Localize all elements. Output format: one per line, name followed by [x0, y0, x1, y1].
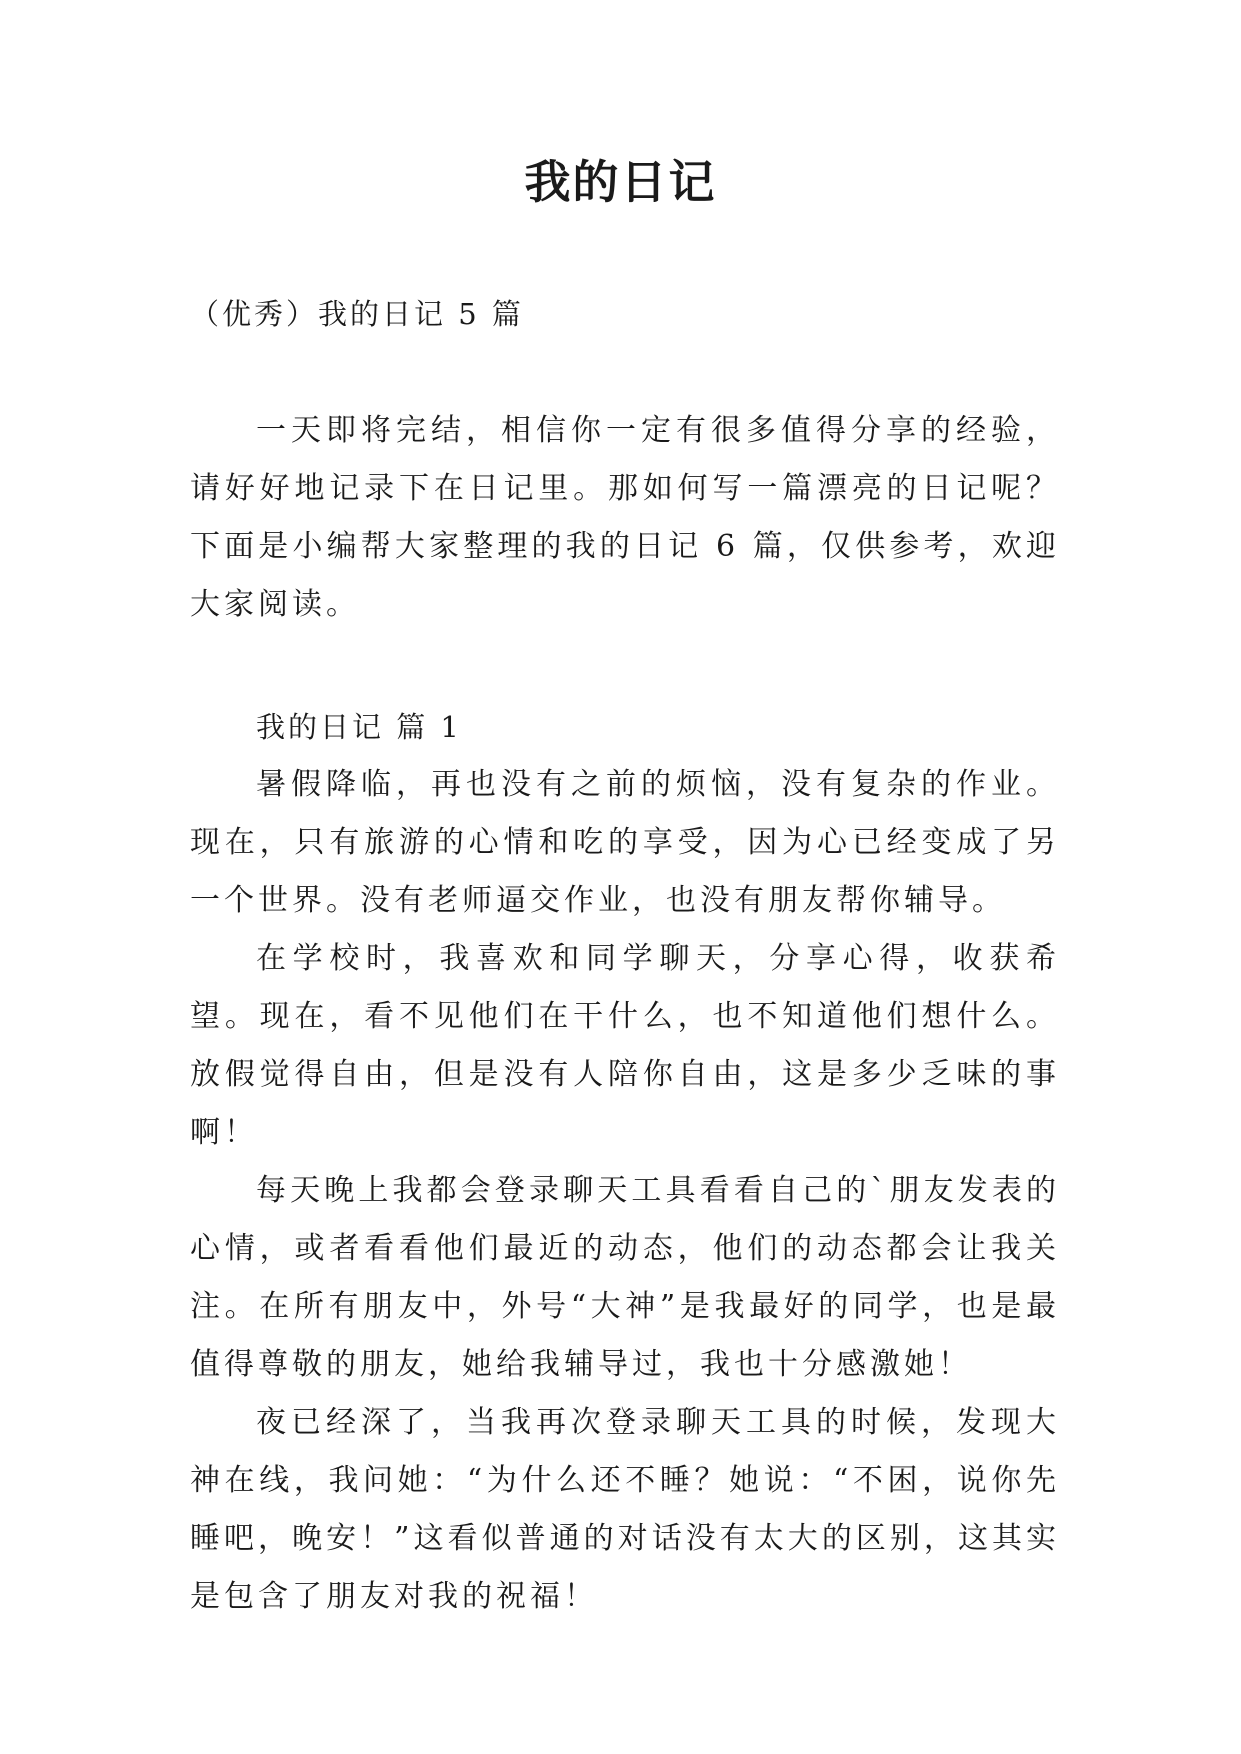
- document-subtitle: （优秀）我的日记 5 篇: [190, 297, 524, 331]
- diary-paragraph-1: 暑假降临，再也没有之前的烦恼，没有复杂的作业。现在，只有旅游的心情和吃的享受，因为心已经变成了另一个世界。没有老师逼交作业，也没有朋友帮你辅导。: [190, 767, 1060, 918]
- diary-paragraph-2: 在学校时，我喜欢和同学聊天，分享心得，收获希望。现在，看不见他们在干什么，也不知道他们想什么。放假觉得自由，但是没有人陪你自由，这是多少乏味的事啊！: [190, 941, 1060, 1150]
- section-heading: 我的日记 篇 1: [256, 710, 462, 744]
- diary-section-1: [190, 698, 1060, 1626]
- intro-block: [190, 402, 1060, 634]
- intro-paragraph: 一天即将完结，相信你一定有很多值得分享的经验，请好好地记录下在日记里。那如何写一篇漂亮的日记呢？下面是小编帮大家整理的我的日记 6 篇，仅供参考，欢迎大家阅读。: [190, 413, 1060, 622]
- diary-paragraph-3: 每天晚上我都会登录聊天工具看看自己的`朋友发表的心情，或者看看他们最近的动态，他们的动态都会让我关注。在所有朋友中，外号“大神”是我最好的同学，也是最值得尊敬的朋友，她给我辅导过，我也十分感激她！: [190, 1173, 1060, 1382]
- diary-paragraph-4: 夜已经深了，当我再次登录聊天工具的时候，发现大神在线，我问她：“为什么还不睡？她说：“不困，说你先睡吧，晚安！”这看似普通的对话没有太大的区别，这其实是包含了朋友对我的祝福！: [190, 1405, 1060, 1614]
- document-title: 我的日记: [524, 155, 717, 209]
